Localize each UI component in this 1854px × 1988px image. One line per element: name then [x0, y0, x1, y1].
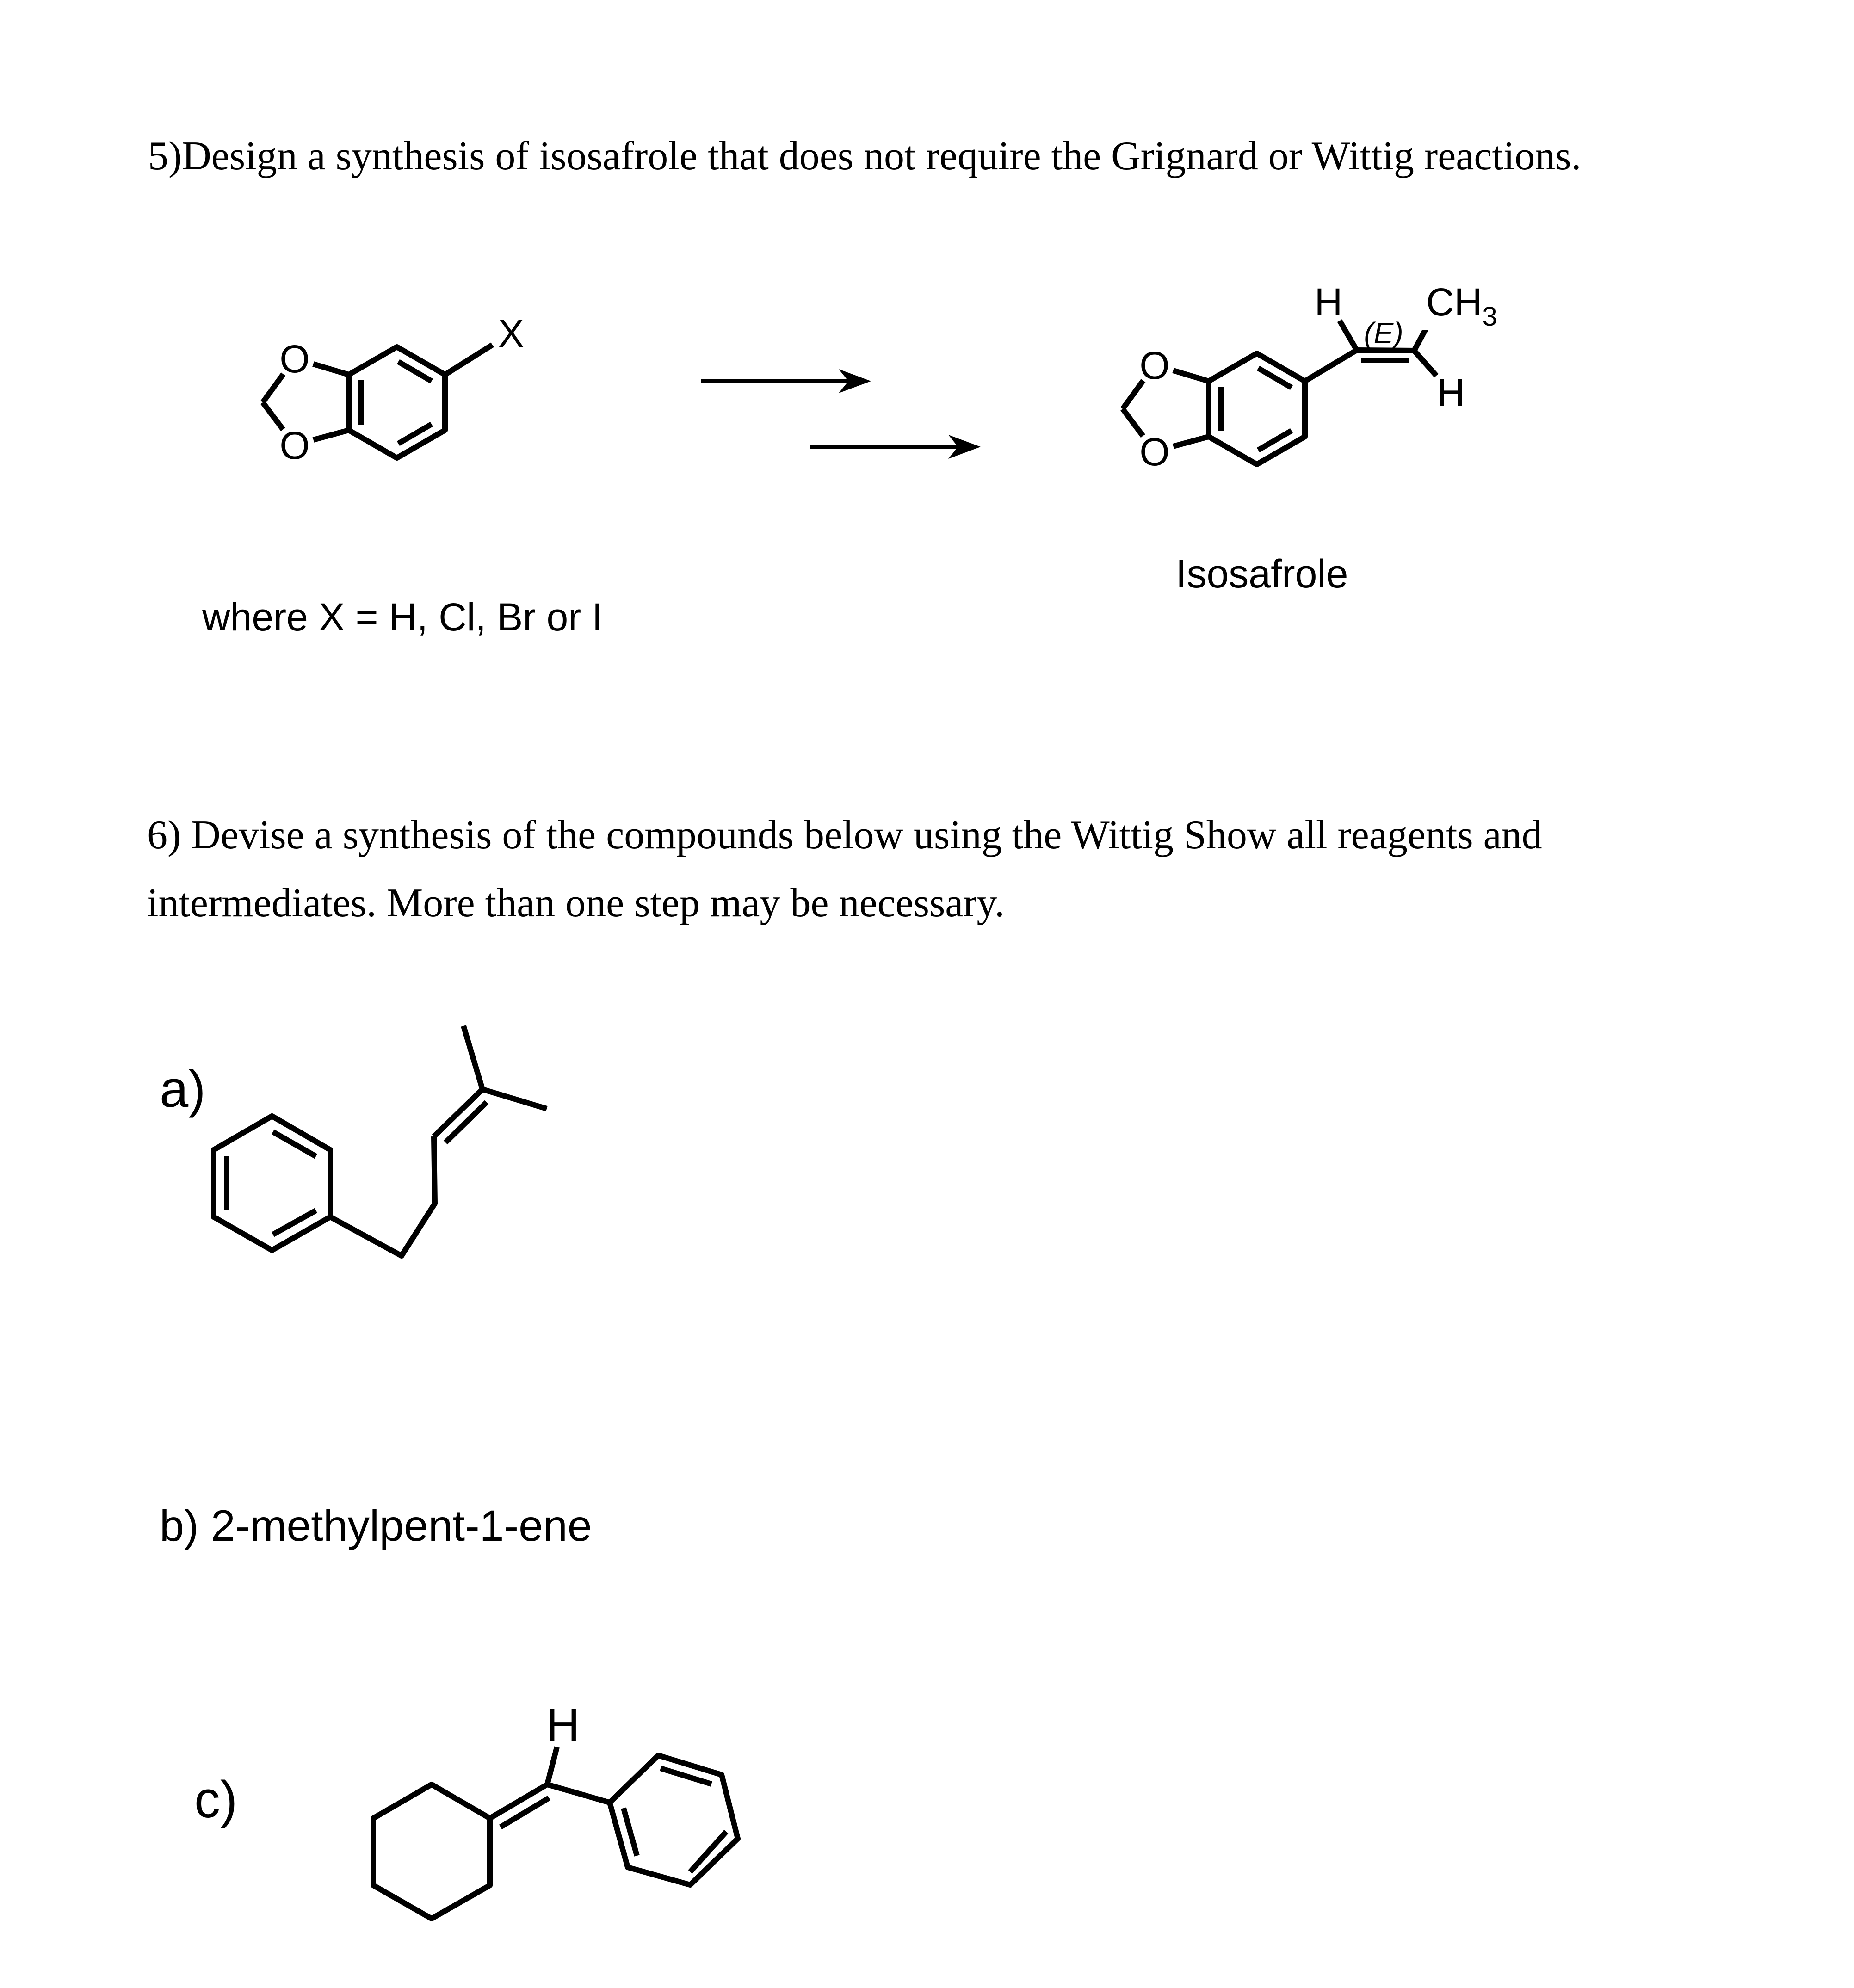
product-h-alpha-label: H: [1314, 280, 1343, 324]
part-c-h-label: H: [546, 1699, 580, 1751]
product-caption: Isosafrole: [1175, 552, 1348, 596]
reactant-aromatic-double-bonds: [361, 362, 432, 444]
product-methyl-ch: CH: [1426, 280, 1483, 324]
question6-line2: intermediates. More than one step may be necessary.: [147, 881, 1005, 926]
part-c-structure: [373, 1699, 738, 1919]
part-a-chain-bonds: [330, 1026, 547, 1256]
reactant-substituent-x-label: X: [498, 312, 525, 355]
product-oxygen-top-label: O: [1139, 344, 1170, 387]
reactant-oxygen-top-label: O: [279, 337, 310, 381]
product-methyl-subscript: 3: [1482, 302, 1497, 332]
reaction-arrow-2: [810, 435, 981, 459]
product-oxygen-bottom-label: O: [1139, 430, 1170, 474]
reactant-benzodioxole-structure: [263, 311, 533, 467]
product-stereo-e-label: (E): [1364, 316, 1403, 350]
reaction-arrow-1: [701, 369, 871, 393]
part-c-aromatic-double-bonds: [624, 1768, 726, 1872]
question5-text: 5)Design a synthesis of isosafrole that does not require the Grignard or Wittig reactions.: [148, 134, 1582, 179]
part-a-structure: [214, 1026, 547, 1256]
part-c-cyclohexane-ring: [373, 1784, 490, 1919]
part-b-label: b) 2-methylpent-1-ene: [160, 1501, 592, 1550]
product-h-beta-label: H: [1437, 371, 1465, 414]
part-a-aromatic-double-bonds: [227, 1132, 316, 1235]
part-c-exocyclic-double-bond: [490, 1784, 549, 1827]
reactant-oxygen-bottom-label: O: [279, 424, 310, 467]
part-c-label: c): [194, 1771, 238, 1828]
question6-line1: 6) Devise a synthesis of the compounds below using the Wittig Show all reagents and: [147, 813, 1542, 858]
part-a-benzene-ring: [214, 1116, 330, 1250]
product-aromatic-double-bonds: [1221, 368, 1292, 450]
product-isosafrole-structure: [1123, 278, 1504, 474]
part-c-phenyl-bond: [547, 1784, 610, 1803]
part-a-label: a): [160, 1060, 206, 1118]
substituent-note: where X = H, Cl, Br or I: [202, 595, 603, 639]
